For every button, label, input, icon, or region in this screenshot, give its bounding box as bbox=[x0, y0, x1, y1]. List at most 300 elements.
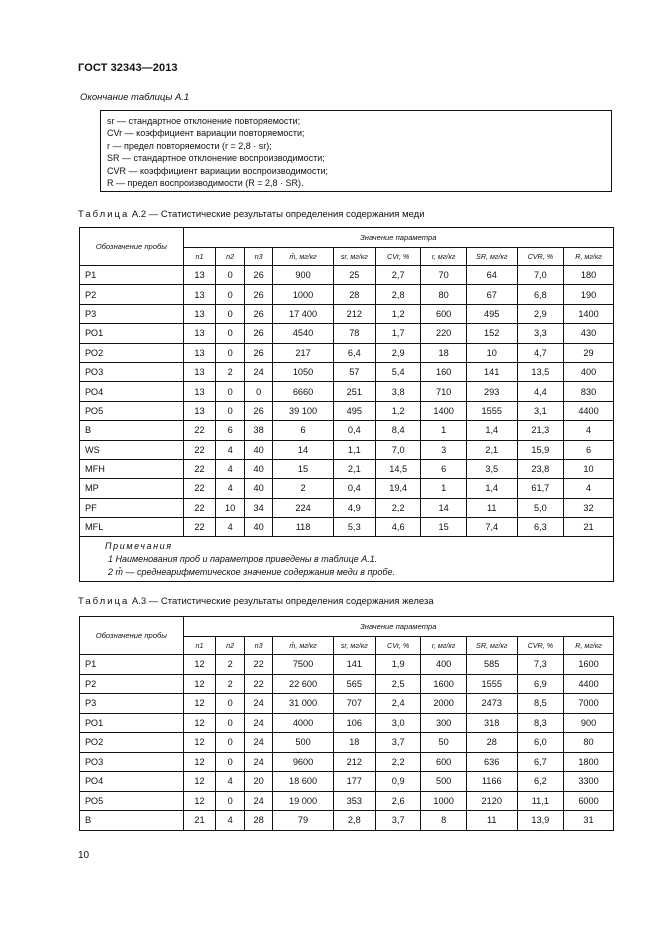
value-cell: 12 bbox=[183, 694, 216, 714]
value-cell: 22 bbox=[183, 440, 216, 459]
value-cell: 4 bbox=[564, 421, 614, 440]
value-cell: 34 bbox=[244, 498, 273, 517]
value-cell: 80 bbox=[421, 285, 466, 304]
table-row bbox=[80, 459, 614, 478]
value-cell: 2,1 bbox=[333, 459, 375, 478]
value-cell: 495 bbox=[333, 401, 375, 420]
table-row bbox=[80, 324, 614, 343]
value-cell: 13 bbox=[183, 285, 216, 304]
column-header: n1 bbox=[183, 637, 216, 655]
value-cell: 1 bbox=[421, 421, 466, 440]
table-a3 bbox=[79, 616, 614, 831]
table-row bbox=[80, 694, 614, 714]
value-cell: 430 bbox=[564, 324, 614, 343]
value-cell: 50 bbox=[421, 733, 466, 753]
sample-name-cell: РО5 bbox=[80, 401, 184, 420]
legend-box bbox=[100, 110, 612, 192]
value-cell: 64 bbox=[466, 266, 517, 285]
value-cell: 600 bbox=[421, 304, 466, 323]
value-cell: 13 bbox=[183, 401, 216, 420]
value-cell: 13 bbox=[183, 266, 216, 285]
value-cell: 26 bbox=[244, 285, 273, 304]
value-cell: 4 bbox=[216, 811, 245, 831]
value-cell: 1000 bbox=[273, 285, 333, 304]
value-cell: 57 bbox=[333, 362, 375, 381]
value-cell: 0 bbox=[216, 304, 245, 323]
value-cell: 1,4 bbox=[466, 421, 517, 440]
sample-name-cell: РО3 bbox=[80, 752, 184, 772]
table-row bbox=[80, 285, 614, 304]
value-cell: 26 bbox=[244, 304, 273, 323]
value-cell: 22 bbox=[244, 674, 273, 694]
column-header: R, мг/кг bbox=[564, 248, 614, 266]
value-cell: 20 bbox=[244, 772, 273, 792]
value-cell: 707 bbox=[333, 694, 375, 714]
column-header: CVr, % bbox=[375, 637, 420, 655]
value-cell: 8 bbox=[421, 811, 466, 831]
value-cell: 0 bbox=[216, 266, 245, 285]
note-line: 1 Наименования проб и параметров приведены в таблице А.1. bbox=[108, 554, 378, 565]
value-cell: 12 bbox=[183, 713, 216, 733]
value-cell: 80 bbox=[564, 733, 614, 753]
value-cell: 2,9 bbox=[375, 343, 420, 362]
value-cell: 3,7 bbox=[375, 811, 420, 831]
value-cell: 152 bbox=[466, 324, 517, 343]
value-cell: 2473 bbox=[466, 694, 517, 714]
value-cell: 6,4 bbox=[333, 343, 375, 362]
column-header: r, мг/кг bbox=[421, 248, 466, 266]
value-cell: 2,7 bbox=[375, 266, 420, 285]
table-a3-caption bbox=[78, 596, 434, 607]
value-cell: 9600 bbox=[273, 752, 333, 772]
value-cell: 26 bbox=[244, 324, 273, 343]
value-cell: 500 bbox=[273, 733, 333, 753]
column-header: n2 bbox=[216, 637, 245, 655]
value-cell: 13,5 bbox=[517, 362, 564, 381]
value-cell: 500 bbox=[421, 772, 466, 792]
value-cell: 24 bbox=[244, 362, 273, 381]
value-cell: 830 bbox=[564, 382, 614, 401]
value-cell: 13 bbox=[183, 304, 216, 323]
value-cell: 0 bbox=[216, 324, 245, 343]
value-cell: 18 bbox=[333, 733, 375, 753]
value-cell: 7000 bbox=[564, 694, 614, 714]
value-cell: 10 bbox=[216, 498, 245, 517]
sample-name-cell: Р2 bbox=[80, 674, 184, 694]
value-cell: 1,2 bbox=[375, 304, 420, 323]
value-cell: 900 bbox=[273, 266, 333, 285]
value-cell: 18 600 bbox=[273, 772, 333, 792]
value-cell: 6 bbox=[273, 421, 333, 440]
value-cell: 7500 bbox=[273, 655, 333, 675]
table-row bbox=[80, 674, 614, 694]
value-cell: 0 bbox=[216, 713, 245, 733]
table-row bbox=[80, 655, 614, 675]
table-row bbox=[80, 518, 614, 537]
table-a3-caption-number: А.3 bbox=[131, 596, 147, 607]
value-cell: 12 bbox=[183, 674, 216, 694]
column-header: m̄, мг/кг bbox=[273, 637, 333, 655]
value-cell: 67 bbox=[466, 285, 517, 304]
value-cell: 24 bbox=[244, 752, 273, 772]
value-cell: 2 bbox=[273, 479, 333, 498]
value-cell: 1 bbox=[421, 479, 466, 498]
value-cell: 24 bbox=[244, 733, 273, 753]
column-header: r, мг/кг bbox=[421, 637, 466, 655]
value-cell: 4 bbox=[216, 459, 245, 478]
value-cell: 21 bbox=[564, 518, 614, 537]
column-header: n3 bbox=[244, 637, 273, 655]
value-cell: 217 bbox=[273, 343, 333, 362]
value-cell: 15,9 bbox=[517, 440, 564, 459]
sample-name-cell: РО3 bbox=[80, 362, 184, 381]
value-cell: 4,7 bbox=[517, 343, 564, 362]
sample-name-cell: В bbox=[80, 811, 184, 831]
value-cell: 28 bbox=[333, 285, 375, 304]
value-cell: 300 bbox=[421, 713, 466, 733]
value-cell: 400 bbox=[564, 362, 614, 381]
table-a2 bbox=[79, 227, 614, 582]
column-header: SR, мг/кг bbox=[466, 248, 517, 266]
value-cell: 40 bbox=[244, 440, 273, 459]
value-cell: 4 bbox=[216, 518, 245, 537]
value-cell: 18 bbox=[421, 343, 466, 362]
value-cell: 11 bbox=[466, 811, 517, 831]
value-cell: 900 bbox=[564, 713, 614, 733]
value-cell: 31 000 bbox=[273, 694, 333, 714]
table-notes bbox=[80, 537, 614, 582]
table-row bbox=[80, 440, 614, 459]
document-header-title: ГОСТ 32343—2013 bbox=[78, 62, 178, 74]
value-cell: 251 bbox=[333, 382, 375, 401]
value-cell: 13,9 bbox=[517, 811, 564, 831]
table-a2-caption-prefix: Таблица bbox=[78, 209, 130, 220]
value-cell: 2,8 bbox=[375, 285, 420, 304]
value-cell: 0 bbox=[216, 694, 245, 714]
value-cell: 25 bbox=[333, 266, 375, 285]
value-cell: 224 bbox=[273, 498, 333, 517]
value-cell: 78 bbox=[333, 324, 375, 343]
value-cell: 22 600 bbox=[273, 674, 333, 694]
value-cell: 1600 bbox=[421, 674, 466, 694]
value-cell: 26 bbox=[244, 343, 273, 362]
sample-name-cell: Р2 bbox=[80, 285, 184, 304]
legend-line: CVR — коэффициент вариации воспроизводимости; bbox=[107, 165, 329, 176]
value-cell: 4540 bbox=[273, 324, 333, 343]
value-cell: 177 bbox=[333, 772, 375, 792]
value-cell: 7,4 bbox=[466, 518, 517, 537]
value-cell: 23,8 bbox=[517, 459, 564, 478]
value-cell: 24 bbox=[244, 791, 273, 811]
legend-line: SR — стандартное отклонение воспроизводимости; bbox=[107, 153, 325, 164]
value-cell: 79 bbox=[273, 811, 333, 831]
value-cell: 24 bbox=[244, 713, 273, 733]
value-cell: 26 bbox=[244, 401, 273, 420]
value-cell: 22 bbox=[183, 498, 216, 517]
value-cell: 1400 bbox=[421, 401, 466, 420]
column-header: CVR, % bbox=[517, 248, 564, 266]
value-cell: 11 bbox=[466, 498, 517, 517]
value-cell: 2 bbox=[216, 655, 245, 675]
value-cell: 31 bbox=[564, 811, 614, 831]
column-header: CVR, % bbox=[517, 637, 564, 655]
table-a3-caption-text: — Статистические результаты определения содержания железа bbox=[148, 596, 434, 607]
value-cell: 4 bbox=[216, 772, 245, 792]
table-row bbox=[80, 401, 614, 420]
value-cell: 1,9 bbox=[375, 655, 420, 675]
value-cell: 12 bbox=[183, 655, 216, 675]
value-cell: 11,1 bbox=[517, 791, 564, 811]
value-cell: 12 bbox=[183, 791, 216, 811]
table-row bbox=[80, 382, 614, 401]
sample-name-cell: РО1 bbox=[80, 713, 184, 733]
value-cell: 1,2 bbox=[375, 401, 420, 420]
value-cell: 565 bbox=[333, 674, 375, 694]
value-cell: 400 bbox=[421, 655, 466, 675]
value-cell: 1,7 bbox=[375, 324, 420, 343]
value-cell: 3,7 bbox=[375, 733, 420, 753]
value-cell: 1555 bbox=[466, 401, 517, 420]
value-cell: 22 bbox=[183, 421, 216, 440]
table-row bbox=[80, 752, 614, 772]
value-cell: 3,1 bbox=[517, 401, 564, 420]
value-cell: 19 000 bbox=[273, 791, 333, 811]
value-cell: 0,4 bbox=[333, 421, 375, 440]
value-cell: 1800 bbox=[564, 752, 614, 772]
column-header: CVr, % bbox=[375, 248, 420, 266]
value-cell: 4,4 bbox=[517, 382, 564, 401]
column-header: n2 bbox=[216, 248, 245, 266]
value-cell: 2 bbox=[216, 674, 245, 694]
value-cell: 2,9 bbox=[517, 304, 564, 323]
column-header-sample: Обозначение пробы bbox=[80, 228, 184, 266]
table-row bbox=[80, 811, 614, 831]
table-row bbox=[80, 421, 614, 440]
value-cell: 7,3 bbox=[517, 655, 564, 675]
table-continuation-label: Окончание таблицы А.1 bbox=[80, 92, 190, 103]
value-cell: 40 bbox=[244, 518, 273, 537]
value-cell: 22 bbox=[183, 459, 216, 478]
value-cell: 15 bbox=[273, 459, 333, 478]
value-cell: 29 bbox=[564, 343, 614, 362]
value-cell: 10 bbox=[564, 459, 614, 478]
column-header-parameter-value: Значение параметра bbox=[183, 228, 613, 248]
value-cell: 212 bbox=[333, 304, 375, 323]
value-cell: 12 bbox=[183, 752, 216, 772]
column-header: m̄, мг/кг bbox=[273, 248, 333, 266]
value-cell: 14 bbox=[421, 498, 466, 517]
value-cell: 141 bbox=[466, 362, 517, 381]
sample-name-cell: РО4 bbox=[80, 772, 184, 792]
value-cell: 5,0 bbox=[517, 498, 564, 517]
value-cell: 160 bbox=[421, 362, 466, 381]
value-cell: 3300 bbox=[564, 772, 614, 792]
value-cell: 106 bbox=[333, 713, 375, 733]
value-cell: 15 bbox=[421, 518, 466, 537]
value-cell: 3 bbox=[421, 440, 466, 459]
table-row bbox=[80, 304, 614, 323]
sample-name-cell: Р1 bbox=[80, 266, 184, 285]
value-cell: 212 bbox=[333, 752, 375, 772]
sample-name-cell: МР bbox=[80, 479, 184, 498]
table-row bbox=[80, 498, 614, 517]
value-cell: 26 bbox=[244, 266, 273, 285]
value-cell: 495 bbox=[466, 304, 517, 323]
column-header-sample: Обозначение пробы bbox=[80, 617, 184, 655]
value-cell: 4,6 bbox=[375, 518, 420, 537]
value-cell: 13 bbox=[183, 324, 216, 343]
value-cell: 2000 bbox=[421, 694, 466, 714]
value-cell: 22 bbox=[183, 479, 216, 498]
value-cell: 28 bbox=[466, 733, 517, 753]
value-cell: 0 bbox=[216, 791, 245, 811]
value-cell: 4 bbox=[216, 479, 245, 498]
legend-line: R — предел воспроизводимости (R = 2,8 · SR). bbox=[107, 178, 304, 189]
value-cell: 13 bbox=[183, 343, 216, 362]
value-cell: 4,9 bbox=[333, 498, 375, 517]
value-cell: 6,2 bbox=[517, 772, 564, 792]
value-cell: 3,3 bbox=[517, 324, 564, 343]
sample-name-cell: PF bbox=[80, 498, 184, 517]
value-cell: 22 bbox=[183, 518, 216, 537]
value-cell: 21 bbox=[183, 811, 216, 831]
note-line: 2 m̄ — среднеарифметическое значение содержания меди в пробе. bbox=[108, 567, 395, 578]
notes-title: Примечания bbox=[105, 541, 173, 552]
value-cell: 2,5 bbox=[375, 674, 420, 694]
table-row bbox=[80, 791, 614, 811]
value-cell: 8,5 bbox=[517, 694, 564, 714]
legend-line: sr — стандартное отклонение повторяемости; bbox=[107, 116, 301, 126]
value-cell: 1,1 bbox=[333, 440, 375, 459]
value-cell: 14,5 bbox=[375, 459, 420, 478]
value-cell: 6,3 bbox=[517, 518, 564, 537]
value-cell: 6000 bbox=[564, 791, 614, 811]
value-cell: 14 bbox=[273, 440, 333, 459]
sample-name-cell: Р3 bbox=[80, 304, 184, 323]
sample-name-cell: MFH bbox=[80, 459, 184, 478]
legend-line: CVr — коэффициент вариации повторяемости; bbox=[107, 128, 305, 139]
value-cell: 3,5 bbox=[466, 459, 517, 478]
table-row bbox=[80, 713, 614, 733]
column-header: sr, мг/кг bbox=[333, 248, 375, 266]
value-cell: 2120 bbox=[466, 791, 517, 811]
value-cell: 21,3 bbox=[517, 421, 564, 440]
legend-line: r — предел повторяемости (r = 2,8 · sr); bbox=[107, 140, 272, 151]
value-cell: 4400 bbox=[564, 401, 614, 420]
sample-name-cell: РО1 bbox=[80, 324, 184, 343]
sample-name-cell: Р1 bbox=[80, 655, 184, 675]
table-row bbox=[80, 362, 614, 381]
value-cell: 6,0 bbox=[517, 733, 564, 753]
value-cell: 118 bbox=[273, 518, 333, 537]
value-cell: 0,4 bbox=[333, 479, 375, 498]
value-cell: 6,9 bbox=[517, 674, 564, 694]
value-cell: 12 bbox=[183, 772, 216, 792]
value-cell: 6 bbox=[564, 440, 614, 459]
value-cell: 2,4 bbox=[375, 694, 420, 714]
table-a2-caption-number: А.2 bbox=[131, 209, 147, 220]
value-cell: 70 bbox=[421, 266, 466, 285]
value-cell: 6 bbox=[421, 459, 466, 478]
table-row bbox=[80, 479, 614, 498]
value-cell: 2,2 bbox=[375, 752, 420, 772]
value-cell: 5,3 bbox=[333, 518, 375, 537]
value-cell: 5,4 bbox=[375, 362, 420, 381]
value-cell: 1400 bbox=[564, 304, 614, 323]
value-cell: 19,4 bbox=[375, 479, 420, 498]
value-cell: 0 bbox=[216, 285, 245, 304]
value-cell: 4000 bbox=[273, 713, 333, 733]
value-cell: 28 bbox=[244, 811, 273, 831]
value-cell: 10 bbox=[466, 343, 517, 362]
value-cell: 2,2 bbox=[375, 498, 420, 517]
value-cell: 6660 bbox=[273, 382, 333, 401]
value-cell: 2,1 bbox=[466, 440, 517, 459]
value-cell: 40 bbox=[244, 479, 273, 498]
value-cell: 1555 bbox=[466, 674, 517, 694]
value-cell: 3,8 bbox=[375, 382, 420, 401]
value-cell: 0 bbox=[244, 382, 273, 401]
value-cell: 7,0 bbox=[517, 266, 564, 285]
value-cell: 180 bbox=[564, 266, 614, 285]
sample-name-cell: WS bbox=[80, 440, 184, 459]
value-cell: 4400 bbox=[564, 674, 614, 694]
value-cell: 12 bbox=[183, 733, 216, 753]
value-cell: 39 100 bbox=[273, 401, 333, 420]
value-cell: 2,6 bbox=[375, 791, 420, 811]
table-a3-caption-prefix: Таблица bbox=[78, 596, 130, 607]
table-row bbox=[80, 772, 614, 792]
value-cell: 24 bbox=[244, 694, 273, 714]
value-cell: 22 bbox=[244, 655, 273, 675]
value-cell: 8,3 bbox=[517, 713, 564, 733]
value-cell: 4 bbox=[216, 440, 245, 459]
value-cell: 6,7 bbox=[517, 752, 564, 772]
column-header: n1 bbox=[183, 248, 216, 266]
value-cell: 600 bbox=[421, 752, 466, 772]
table-row bbox=[80, 733, 614, 753]
value-cell: 0,9 bbox=[375, 772, 420, 792]
value-cell: 1166 bbox=[466, 772, 517, 792]
table-a2-caption-text: — Статистические результаты определения содержания меди bbox=[148, 209, 425, 220]
value-cell: 353 bbox=[333, 791, 375, 811]
sample-name-cell: РО2 bbox=[80, 343, 184, 362]
value-cell: 1000 bbox=[421, 791, 466, 811]
table-row bbox=[80, 343, 614, 362]
value-cell: 190 bbox=[564, 285, 614, 304]
sample-name-cell: РО4 bbox=[80, 382, 184, 401]
value-cell: 38 bbox=[244, 421, 273, 440]
value-cell: 17 400 bbox=[273, 304, 333, 323]
value-cell: 32 bbox=[564, 498, 614, 517]
column-header: sr, мг/кг bbox=[333, 637, 375, 655]
sample-name-cell: В bbox=[80, 421, 184, 440]
value-cell: 141 bbox=[333, 655, 375, 675]
value-cell: 40 bbox=[244, 459, 273, 478]
column-header-parameter-value: Значение параметра bbox=[183, 617, 613, 637]
sample-name-cell: Р3 bbox=[80, 694, 184, 714]
table-a2-caption bbox=[78, 209, 425, 220]
value-cell: 636 bbox=[466, 752, 517, 772]
page-number: 10 bbox=[78, 850, 90, 861]
value-cell: 8,4 bbox=[375, 421, 420, 440]
value-cell: 6 bbox=[216, 421, 245, 440]
table-row bbox=[80, 266, 614, 285]
value-cell: 0 bbox=[216, 401, 245, 420]
value-cell: 0 bbox=[216, 343, 245, 362]
column-header: R, мг/кг bbox=[564, 637, 614, 655]
value-cell: 4 bbox=[564, 479, 614, 498]
